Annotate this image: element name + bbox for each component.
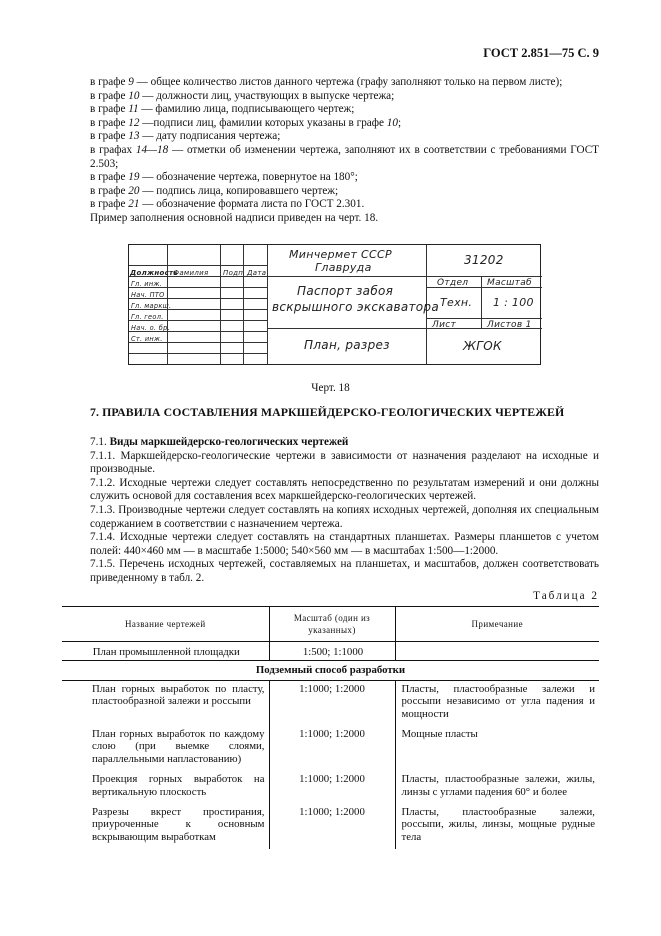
list-item: в графах 14—18 — отметки об изменении чертежа, заполняют их в соответствии с требованиями ГОСТ 2.503; (90, 143, 599, 170)
stamp-col-date: Дата (247, 269, 267, 277)
stamp-position: Нач. о. бр. (131, 324, 170, 332)
stamp-title-line-1: Паспорт забоя (297, 284, 394, 298)
table-header: Масштаб (один из указанных) (269, 607, 395, 642)
table-row: План горных выработок по пласту, пластообразной залежи и россыпи 1:1000; 1:2000 Пласты, пластообразные залежи и россыпи независимо от угла падения и мощности (62, 680, 599, 726)
stamp-sheets-label: Листов 1 (487, 320, 532, 330)
table-row: Разрезы вкрест простирания, приуроченные к основным вскрывающим выработкам 1:1000; 1:2000 Пласты, пластообразные залежи, россыпи, жилы, линзы, мощные рудные тела (62, 804, 599, 849)
list-item: в графе 10 — должности лиц, участвующих в выпуске чертежа; (90, 89, 395, 102)
stamp-dept-label: Отдел (437, 278, 469, 288)
list-item: в графе 12 —подписи лиц, фамилии которых указаны в графе 10; (90, 116, 402, 129)
table-row: План промышленной площадки 1:500; 1:1000 (62, 642, 599, 661)
stamp-position: Гл. инж. (131, 280, 163, 288)
paragraph: 7.1.2. Исходные чертежи следует составлять непосредственно по результатам измерений и они должны служить основой для составления всех маркшейдерско-геологических чертежей. (90, 476, 599, 503)
table-row: Проекция горных выработок на вертикальную плоскость 1:1000; 1:2000 Пласты, пластообразные залежи, жилы, линзы с углами падения 60° и более (62, 771, 599, 804)
subsection-heading: 7.1. Виды маркшейдерско-геологических чертежей (90, 436, 349, 448)
stamp-company: ЖГОК (463, 339, 502, 353)
list-item: в графе 9 — общее количество листов данного чертежа (графу заполняют только на первом листе); (90, 76, 563, 88)
stamp-col-position: Должность (130, 269, 179, 277)
list-item: в графе 21 — обозначение формата листа по ГОСТ 2.301. (90, 198, 365, 211)
stamp-position: Нач. ПТО (131, 291, 165, 299)
list-item: в графе 19 — обозначение чертежа, повернутое на 180°; (90, 171, 358, 184)
stamp-scale-value: 1 : 100 (493, 296, 534, 309)
table-label: Таблица 2 (533, 590, 599, 602)
table-header: Примечание (395, 607, 599, 642)
stamp-dept-value: Техн. (440, 296, 473, 309)
example-reference: Пример заполнения основной надписи приведен на черт. 18. (90, 211, 379, 224)
paragraph: 7.1.5. Перечень исходных чертежей, составляемых на планшетах, и масштабов, должен соответствовать приведенному в табл. 2. (90, 558, 599, 584)
scales-table (62, 606, 599, 849)
figure-caption: Черт. 18 (311, 382, 350, 394)
stamp-scale-label: Масштаб (487, 278, 532, 288)
list-item: в графе 20 — подпись лица, копировавшего чертеж; (90, 184, 339, 197)
stamp-title-line-2: вскрышного экскаватора (272, 300, 440, 314)
body-text (90, 436, 599, 586)
stamp-position: Ст. инж. (131, 335, 163, 343)
list-item: в графе 11 — фамилию лица, подписывающего чертеж; (90, 103, 355, 116)
list-item: в графе 13 — дату подписания чертежа; (90, 130, 281, 143)
paragraph: 7.1.3. Производные чертежи следует составлять на копиях исходных чертежей, дополняя их специальным содержанием в соответствии с назначением чертежа. (90, 503, 599, 530)
stamp-sheet-label: Лист (432, 320, 457, 330)
stamp-content: План, разрез (304, 338, 390, 352)
paragraph: 7.1.1. Маркшейдерско-геологические чертежи в зависимости от назначения разделают на исходные и производные. (90, 449, 599, 476)
paragraph: 7.1.4. Исходные чертежи следует составлять на стандартных планшетах. Размеры планшетов с учетом полей: 440×460 мм — в масштабе 1:5000; 540×560 мм — в масштабах 1:500—1:2000. (90, 531, 599, 557)
stamp-col-sign: Подп (223, 269, 244, 277)
table-header: Название чертежей (62, 607, 269, 642)
stamp-org-line-2: Главруда (315, 261, 372, 274)
title-block-drawing (128, 244, 541, 365)
stamp-position: Гл. маркш. (131, 302, 172, 310)
page-header: ГОСТ 2.851—75 С. 9 (483, 46, 599, 60)
intro-list (90, 76, 599, 226)
stamp-position: Гл. геол. (131, 313, 164, 321)
stamp-col-name: Фамилия (173, 269, 209, 277)
stamp-org-line-1: Минчермет СССР (289, 248, 392, 261)
table-row: План горных выработок по каждому слою (при выемке слоями, параллельными напластованию) 1:1000; 1:2000 Мощные пласты (62, 726, 599, 771)
stamp-code: 31202 (464, 253, 504, 267)
table-subheader: Подземный способ разработки (62, 661, 599, 680)
section-heading: 7. ПРАВИЛА СОСТАВЛЕНИЯ МАРКШЕЙДЕРСКО-ГЕОЛОГИЧЕСКИХ ЧЕРТЕЖЕЙ (90, 405, 565, 419)
